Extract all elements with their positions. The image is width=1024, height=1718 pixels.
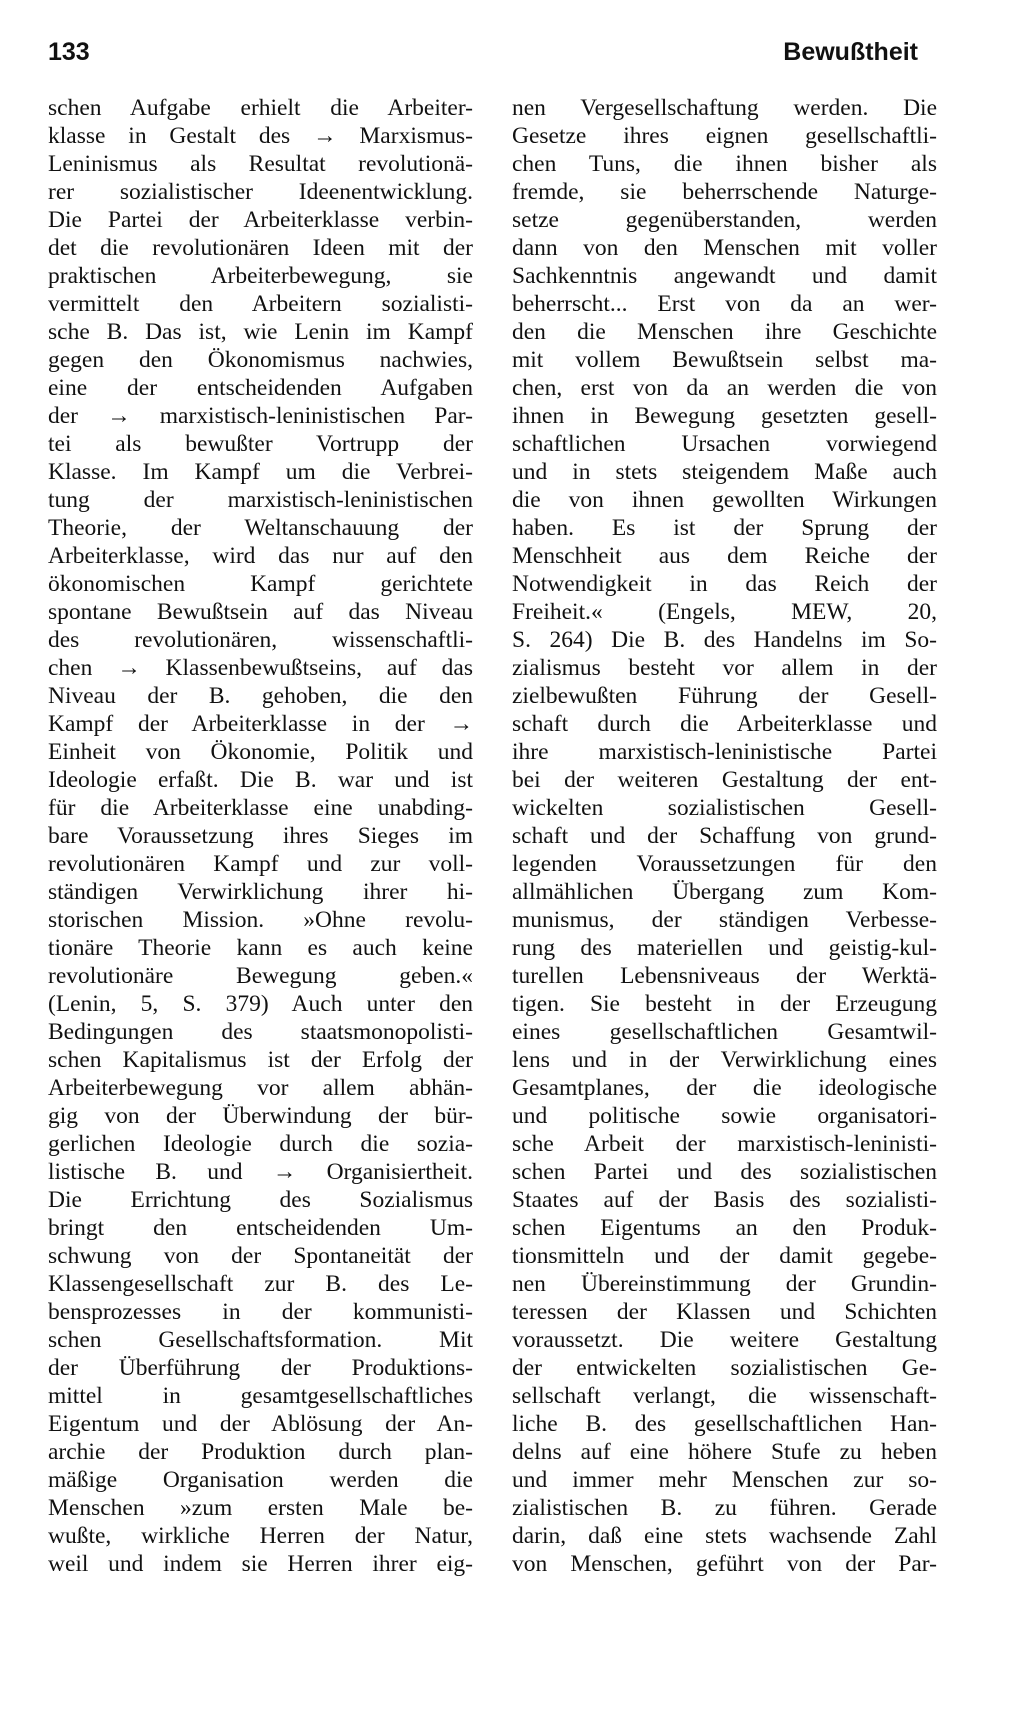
text-line: beherrscht... Erst von da an wer- — [512, 291, 937, 317]
text-line: munismus, der ständigen Verbesse- — [512, 907, 937, 933]
text-line: gegen den Ökonomismus nachwies, — [48, 347, 473, 373]
text-line: bringt den entscheidenden Um- — [48, 1215, 473, 1241]
text-line: und politische sowie organisatori- — [512, 1103, 937, 1129]
text-line: Staates auf der Basis des sozialisti- — [512, 1187, 937, 1213]
text-line: rer sozialistischer Ideenentwicklung. — [48, 179, 473, 205]
text-line: praktischen Arbeiterbewegung, sie — [48, 263, 473, 289]
text-line: allmählichen Übergang zum Kom- — [512, 879, 937, 905]
text-line: legenden Voraussetzungen für den — [512, 851, 937, 877]
text-line: mäßige Organisation werden die — [48, 1467, 473, 1493]
text-line: revolutionäre Bewegung geben.« — [48, 963, 473, 989]
text-line: tung der marxistisch-leninistischen — [48, 487, 473, 513]
text-line: rung des materiellen und geistig-kul- — [512, 935, 937, 961]
text-line: setze gegenüberstanden, werden — [512, 207, 937, 233]
text-line: Arbeiterklasse, wird das nur auf den — [48, 543, 473, 569]
text-line: chen Tuns, die ihnen bisher als — [512, 151, 937, 177]
text-line: den die Menschen ihre Geschichte — [512, 319, 937, 345]
text-line: Gesamtplanes, der die ideologische — [512, 1075, 937, 1101]
text-line: schaft und der Schaffung von grund- — [512, 823, 937, 849]
text-line: lens und in der Verwirklichung eines — [512, 1047, 937, 1073]
text-line: schen Partei und des sozialistischen — [512, 1159, 937, 1185]
text-line: der Überführung der Produktions- — [48, 1355, 473, 1381]
text-line: Menschheit aus dem Reiche der — [512, 543, 937, 569]
text-line: (Lenin, 5, S. 379) Auch unter den — [48, 991, 473, 1017]
text-line: chen → Klassenbewußtseins, auf das — [48, 655, 473, 681]
text-line: bei der weiteren Gestaltung der ent- — [512, 767, 937, 793]
text-line: det die revolutionären Ideen mit der — [48, 235, 473, 261]
text-line: delns auf eine höhere Stufe zu heben — [512, 1439, 937, 1465]
text-line: der entwickelten sozialistischen Ge- — [512, 1355, 937, 1381]
text-line: spontane Bewußtsein auf das Niveau — [48, 599, 473, 625]
text-line: haben. Es ist der Sprung der — [512, 515, 937, 541]
text-line: darin, daß eine stets wachsende Zahl — [512, 1523, 937, 1549]
text-line: vermittelt den Arbeitern sozialisti- — [48, 291, 473, 317]
text-column-right — [512, 94, 937, 1578]
text-line: nen Übereinstimmung der Grundin- — [512, 1271, 937, 1297]
text-line: storischen Mission. »Ohne revolu- — [48, 907, 473, 933]
text-line: tionsmitteln und der damit gegebe- — [512, 1243, 937, 1269]
text-line: fremde, sie beherrschende Naturge- — [512, 179, 937, 205]
text-line: Leninismus als Resultat revolutionä- — [48, 151, 473, 177]
text-line: turellen Lebensniveaus der Werktä- — [512, 963, 937, 989]
text-line: Gesetze ihres eignen gesellschaftli- — [512, 123, 937, 149]
text-line: Ideologie erfaßt. Die B. war und ist — [48, 767, 473, 793]
text-line: teressen der Klassen und Schichten — [512, 1299, 937, 1325]
text-line: Menschen »zum ersten Male be- — [48, 1495, 473, 1521]
text-line: eine der entscheidenden Aufgaben — [48, 375, 473, 401]
text-line: schaftlichen Ursachen vorwiegend — [512, 431, 937, 457]
text-line: sellschaft verlangt, die wissenschaft- — [512, 1383, 937, 1409]
text-line: Theorie, der Weltanschauung der — [48, 515, 473, 541]
text-line: des revolutionären, wissenschaftli- — [48, 627, 473, 653]
text-line: tionäre Theorie kann es auch keine — [48, 935, 473, 961]
text-line: ständigen Verwirklichung ihrer hi- — [48, 879, 473, 905]
text-line: Einheit von Ökonomie, Politik und — [48, 739, 473, 765]
text-line: gerlichen Ideologie durch die sozia- — [48, 1131, 473, 1157]
text-line: listische B. und → Organisiertheit. — [48, 1159, 473, 1185]
text-line: schen Eigentums an den Produk- — [512, 1215, 937, 1241]
text-line: bare Voraussetzung ihres Sieges im — [48, 823, 473, 849]
text-line: schen Gesellschaftsformation. Mit — [48, 1327, 473, 1353]
text-line: ihre marxistisch-leninistische Partei — [512, 739, 937, 765]
text-line: der → marxistisch-leninistischen Par- — [48, 403, 473, 429]
text-line: klasse in Gestalt des → Marxismus- — [48, 123, 473, 149]
text-line: zialismus besteht vor allem in der — [512, 655, 937, 681]
text-line: chen, erst von da an werden die von — [512, 375, 937, 401]
text-line: Die Errichtung des Sozialismus — [48, 1187, 473, 1213]
text-line: Bedingungen des staatsmonopolisti- — [48, 1019, 473, 1045]
page-number: 133 — [48, 38, 90, 66]
text-line: schaft durch die Arbeiterklasse und — [512, 711, 937, 737]
text-line: Notwendigkeit in das Reich der — [512, 571, 937, 597]
text-line: für die Arbeiterklasse eine unabding- — [48, 795, 473, 821]
text-column-left — [48, 94, 473, 1578]
text-line: sche Arbeit der marxistisch-leninisti- — [512, 1131, 937, 1157]
text-line: Freiheit.« (Engels, MEW, 20, — [512, 599, 937, 625]
text-line: Sachkenntnis angewandt und damit — [512, 263, 937, 289]
running-head: Bewußtheit — [783, 38, 918, 66]
text-line: Niveau der B. gehoben, die den — [48, 683, 473, 709]
text-line: schen Aufgabe erhielt die Arbeiter- — [48, 95, 473, 121]
text-line: von Menschen, geführt von der Par- — [512, 1551, 937, 1577]
text-line: ihnen in Bewegung gesetzten gesell- — [512, 403, 937, 429]
text-line: eines gesellschaftlichen Gesamtwil- — [512, 1019, 937, 1045]
text-line: bensprozesses in der kommunisti- — [48, 1299, 473, 1325]
text-line: sche B. Das ist, wie Lenin im Kampf — [48, 319, 473, 345]
text-line: tei als bewußter Vortrupp der — [48, 431, 473, 457]
text-line: wickelten sozialistischen Gesell- — [512, 795, 937, 821]
text-line: und in stets steigendem Maße auch — [512, 459, 937, 485]
text-line: schen Kapitalismus ist der Erfolg der — [48, 1047, 473, 1073]
text-line: S. 264) Die B. des Handelns im So- — [512, 627, 937, 653]
text-line: liche B. des gesellschaftlichen Han- — [512, 1411, 937, 1437]
text-line: Eigentum und der Ablösung der An- — [48, 1411, 473, 1437]
text-line: Klassengesellschaft zur B. des Le- — [48, 1271, 473, 1297]
text-line: Arbeiterbewegung vor allem abhän- — [48, 1075, 473, 1101]
text-line: wußte, wirkliche Herren der Natur, — [48, 1523, 473, 1549]
text-line: die von ihnen gewollten Wirkungen — [512, 487, 937, 513]
text-line: Klasse. Im Kampf um die Verbrei- — [48, 459, 473, 485]
text-line: gig von der Überwindung der bür- — [48, 1103, 473, 1129]
text-line: schwung von der Spontaneität der — [48, 1243, 473, 1269]
text-line: zielbewußten Führung der Gesell- — [512, 683, 937, 709]
text-line: voraussetzt. Die weitere Gestaltung — [512, 1327, 937, 1353]
text-line: tigen. Sie besteht in der Erzeugung — [512, 991, 937, 1017]
text-line: dann von den Menschen mit voller — [512, 235, 937, 261]
text-line: mit vollem Bewußtsein selbst ma- — [512, 347, 937, 373]
text-line: archie der Produktion durch plan- — [48, 1439, 473, 1465]
text-line: revolutionären Kampf und zur voll- — [48, 851, 473, 877]
text-line: nen Vergesellschaftung werden. Die — [512, 95, 937, 121]
text-line: weil und indem sie Herren ihrer eig- — [48, 1551, 473, 1577]
text-line: ökonomischen Kampf gerichtete — [48, 571, 473, 597]
text-line: zialistischen B. zu führen. Gerade — [512, 1495, 937, 1521]
text-line: und immer mehr Menschen zur so- — [512, 1467, 937, 1493]
text-line: Die Partei der Arbeiterklasse verbin- — [48, 207, 473, 233]
page-header — [48, 38, 918, 78]
text-line: Kampf der Arbeiterklasse in der → — [48, 711, 473, 737]
text-line: mittel in gesamtgesellschaftliches — [48, 1383, 473, 1409]
